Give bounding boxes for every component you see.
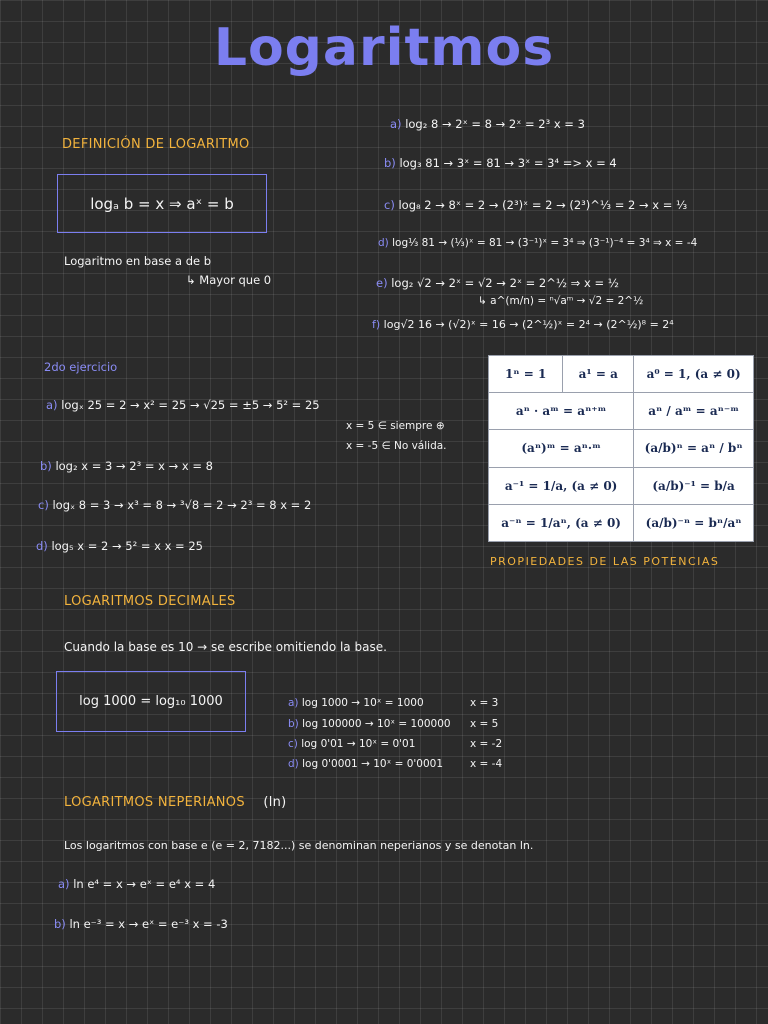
- item-text: logₓ 8 = 3 → x³ = 8 → ³√8 = 2 → 2³ = 8 x = 2: [52, 498, 312, 512]
- item-label: a): [390, 117, 402, 131]
- list-item: [288, 697, 424, 709]
- item-text: log₈ 2 → 8ˣ = 2 → (2³)ˣ = 2 → (2³)^⅓ = 2 → x = ⅓: [398, 198, 688, 212]
- table-cell: a⁻ⁿ = 1/aⁿ, (a ≠ 0): [489, 504, 634, 541]
- list-item: [46, 398, 320, 412]
- item-label: e): [376, 276, 388, 290]
- table-cell: a¹ = a: [563, 356, 634, 393]
- item-result: x = -2: [470, 738, 503, 750]
- item-text: log₂ 8 → 2ˣ = 8 → 2ˣ = 2³ x = 3: [405, 117, 585, 131]
- list-item: [54, 917, 228, 931]
- definicion-description: Logaritmo en base a de b: [64, 254, 212, 268]
- neperianos-heading-suffix: (ln): [263, 795, 287, 810]
- list-item: [40, 459, 213, 473]
- item-label: c): [384, 198, 395, 212]
- item-label: c): [288, 738, 298, 750]
- list-item: [390, 117, 585, 131]
- item-label: a): [288, 697, 299, 709]
- item-text: log₅ x = 2 → 5² = x x = 25: [51, 539, 203, 553]
- item-label: b): [288, 718, 299, 730]
- neperianos-heading: [64, 795, 287, 810]
- item-text: log 0'0001 → 10ˣ = 0'0001: [302, 758, 443, 770]
- list-item: [288, 738, 415, 750]
- ejercicio-note-2: x = -5 ∈ No válida.: [346, 440, 447, 452]
- list-item: [376, 276, 619, 290]
- decimales-description: Cuando la base es 10 → se escribe omitiendo la base.: [64, 640, 387, 654]
- definicion-heading: DEFINICIÓN DE LOGARITMO: [62, 137, 250, 152]
- item-text: log 100000 → 10ˣ = 100000: [302, 718, 451, 730]
- definicion-formula-box: [57, 174, 267, 233]
- table-cell: 1ⁿ = 1: [489, 356, 563, 393]
- propiedades-table: [488, 355, 754, 542]
- list-item: [378, 237, 697, 249]
- item-label: d): [36, 539, 48, 553]
- table-cell: (a/b)⁻¹ = b/a: [634, 467, 754, 504]
- item-text: ln e⁻³ = x → eˣ = e⁻³ x = -3: [69, 917, 228, 931]
- list-item: [36, 539, 203, 553]
- ejercicio-heading: 2do ejercicio: [44, 360, 118, 374]
- list-item: [372, 318, 674, 331]
- table-cell: a⁰ = 1, (a ≠ 0): [634, 356, 754, 393]
- item-text: log₃ 81 → 3ˣ = 81 → 3ˣ = 3⁴ => x = 4: [399, 156, 617, 170]
- decimales-formula-box: [56, 671, 246, 732]
- item-result: x = -4: [470, 758, 503, 770]
- table-row: [489, 467, 754, 504]
- item-text: log 0'01 → 10ˣ = 0'01: [301, 738, 416, 750]
- table-row: [489, 430, 754, 467]
- list-item: [478, 295, 643, 307]
- table-row: [489, 393, 754, 430]
- list-item: [384, 198, 687, 212]
- list-item: [58, 877, 215, 891]
- item-text: log₂ √2 → 2ˣ = √2 → 2ˣ = 2^½ ⇒ x = ½: [391, 276, 619, 290]
- page-title: Logaritmos: [213, 18, 555, 78]
- item-label: b): [40, 459, 52, 473]
- item-text: ln e⁴ = x → eˣ = e⁴ x = 4: [73, 877, 216, 891]
- list-item: [288, 718, 451, 730]
- item-text: log₂ x = 3 → 2³ = x → x = 8: [55, 459, 213, 473]
- item-label: b): [54, 917, 66, 931]
- item-result: x = 3: [470, 697, 499, 709]
- table-cell: (a/b)⁻ⁿ = bⁿ/aⁿ: [634, 504, 754, 541]
- item-label: c): [38, 498, 49, 512]
- item-text: log⅓ 81 → (⅓)ˣ = 81 → (3⁻¹)ˣ = 3⁴ ⇒ (3⁻¹)⁻⁴ = 3⁴ ⇒ x = -4: [392, 237, 698, 249]
- propiedades-caption: PROPIEDADES DE LAS POTENCIAS: [490, 555, 720, 568]
- item-text: logₓ 25 = 2 → x² = 25 → √25 = ±5 → 5² = 25: [61, 398, 320, 412]
- table-cell: aⁿ / aᵐ = aⁿ⁻ᵐ: [634, 393, 754, 430]
- table-cell: (aⁿ)ᵐ = aⁿ·ᵐ: [489, 430, 634, 467]
- item-text: ↳ a^(m/n) = ⁿ√aᵐ → √2 = 2^½: [478, 295, 644, 307]
- decimales-heading: LOGARITMOS DECIMALES: [64, 594, 236, 609]
- decimales-formula: log 1000 = log₁₀ 1000: [79, 694, 223, 709]
- ejercicio-note-1: x = 5 ∈ siempre ⊕: [346, 420, 445, 432]
- item-label: a): [46, 398, 58, 412]
- item-label: f): [372, 318, 381, 331]
- neperianos-heading-text: LOGARITMOS NEPERIANOS: [64, 795, 245, 810]
- neperianos-description: Los logaritmos con base e (e = 2, 7182...) se denominan neperianos y se denotan ln.: [64, 839, 534, 852]
- table-row: [489, 504, 754, 541]
- table-cell: aⁿ · aᵐ = aⁿ⁺ᵐ: [489, 393, 634, 430]
- item-label: a): [58, 877, 70, 891]
- table-row: [489, 356, 754, 393]
- definicion-formula: logₐ b = x ⇒ aˣ = b: [90, 194, 234, 213]
- item-text: log 1000 → 10ˣ = 1000: [301, 697, 424, 709]
- item-label: d): [378, 237, 389, 249]
- table-cell: (a/b)ⁿ = aⁿ / bⁿ: [634, 430, 754, 467]
- item-label: d): [288, 758, 299, 770]
- item-result: x = 5: [470, 718, 499, 730]
- definicion-note: ↳ Mayor que 0: [186, 273, 272, 287]
- list-item: [384, 156, 617, 170]
- list-item: [288, 758, 443, 770]
- item-label: b): [384, 156, 396, 170]
- list-item: [38, 498, 311, 512]
- table-cell: a⁻¹ = 1/a, (a ≠ 0): [489, 467, 634, 504]
- item-text: log√2 16 → (√2)ˣ = 16 → (2^½)ˣ = 2⁴ → (2^½)⁸ = 2⁴: [383, 318, 674, 331]
